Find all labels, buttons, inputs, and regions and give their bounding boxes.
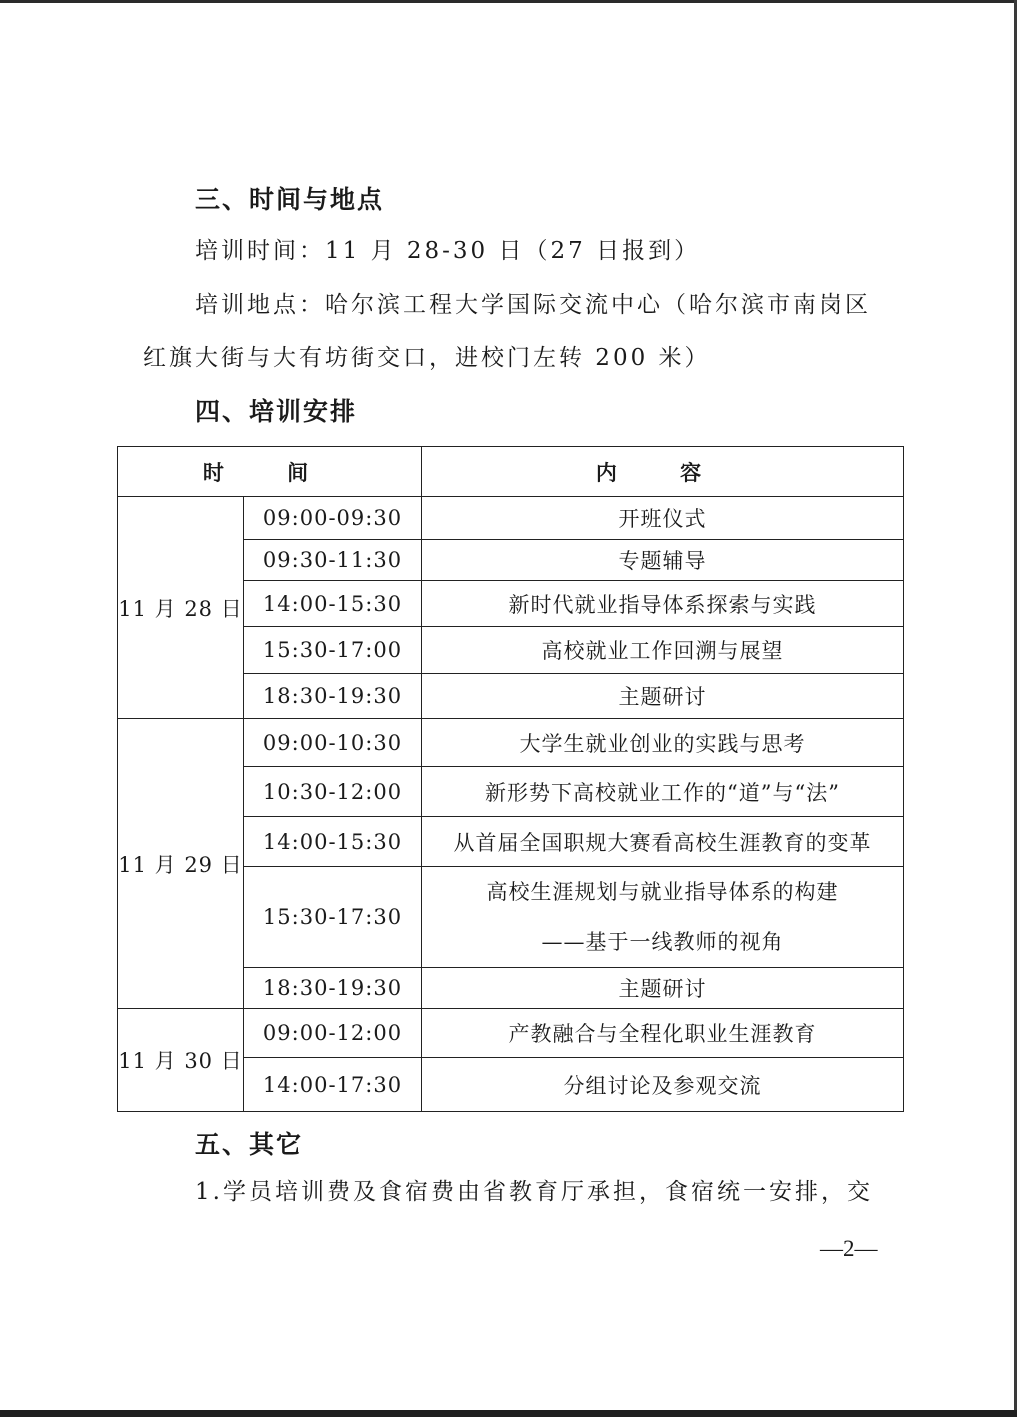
time-cell: 09:00-10:30 [244,719,422,767]
training-time: 培训时间：11 月 28-30 日（27 日报到） [195,238,701,264]
content-cell [422,867,904,968]
content-cell: 产教融合与全程化职业生涯教育 [422,1009,904,1058]
section-heading-other: 五、其它 [195,1130,304,1159]
scan-edge-top [0,0,1017,3]
time-cell: 10:30-12:00 [244,767,422,817]
time-cell: 14:00-15:30 [244,581,422,627]
time-cell: 15:30-17:30 [244,867,422,968]
content-cell: 主题研讨 [422,968,904,1009]
content-cell: 分组讨论及参观交流 [422,1058,904,1112]
header-content: 内 容 [422,447,904,497]
content-cell: 开班仪式 [422,497,904,540]
table-row [118,1009,904,1058]
page-number: —2— [820,1236,878,1261]
content-cell: 专题辅导 [422,540,904,581]
section-heading-arrangement: 四、培训安排 [195,397,358,426]
section-heading-time-place: 三、时间与地点 [195,185,385,214]
training-place-line2: 红旗大街与大有坊街交口，进校门左转 200 米） [143,345,711,371]
table-row [118,719,904,767]
date-cell: 11 月 30 日 [118,1009,244,1112]
time-cell: 09:00-09:30 [244,497,422,540]
date-cell: 11 月 29 日 [118,719,244,1009]
content-cell: 从首届全国职规大赛看高校生涯教育的变革 [422,817,904,867]
content-line-1: 高校生涯规划与就业指导体系的构建 [486,880,839,904]
table-row [118,497,904,540]
schedule-table [117,446,904,1112]
time-cell: 14:00-15:30 [244,817,422,867]
time-cell: 09:00-12:00 [244,1009,422,1058]
time-cell: 14:00-17:30 [244,1058,422,1112]
time-cell: 18:30-19:30 [244,674,422,719]
content-line-2: ——基于一线教师的视角 [541,930,784,954]
date-cell: 11 月 28 日 [118,497,244,719]
header-time: 时 间 [118,447,422,497]
content-cell: 新时代就业指导体系探索与实践 [422,581,904,627]
training-place-line1: 培训地点：哈尔滨工程大学国际交流中心（哈尔滨市南岗区 [195,292,871,318]
content-cell: 大学生就业创业的实践与思考 [422,719,904,767]
time-cell: 18:30-19:30 [244,968,422,1009]
time-cell: 09:30-11:30 [244,540,422,581]
time-cell: 15:30-17:00 [244,627,422,674]
table-header-row [118,447,904,497]
content-cell: 高校就业工作回溯与展望 [422,627,904,674]
content-cell: 主题研讨 [422,674,904,719]
other-item-1: 1.学员培训费及食宿费由省教育厅承担，食宿统一安排，交 [195,1179,873,1205]
scan-edge-bottom [0,1410,1017,1417]
content-cell: 新形势下高校就业工作的“道”与“法” [422,767,904,817]
